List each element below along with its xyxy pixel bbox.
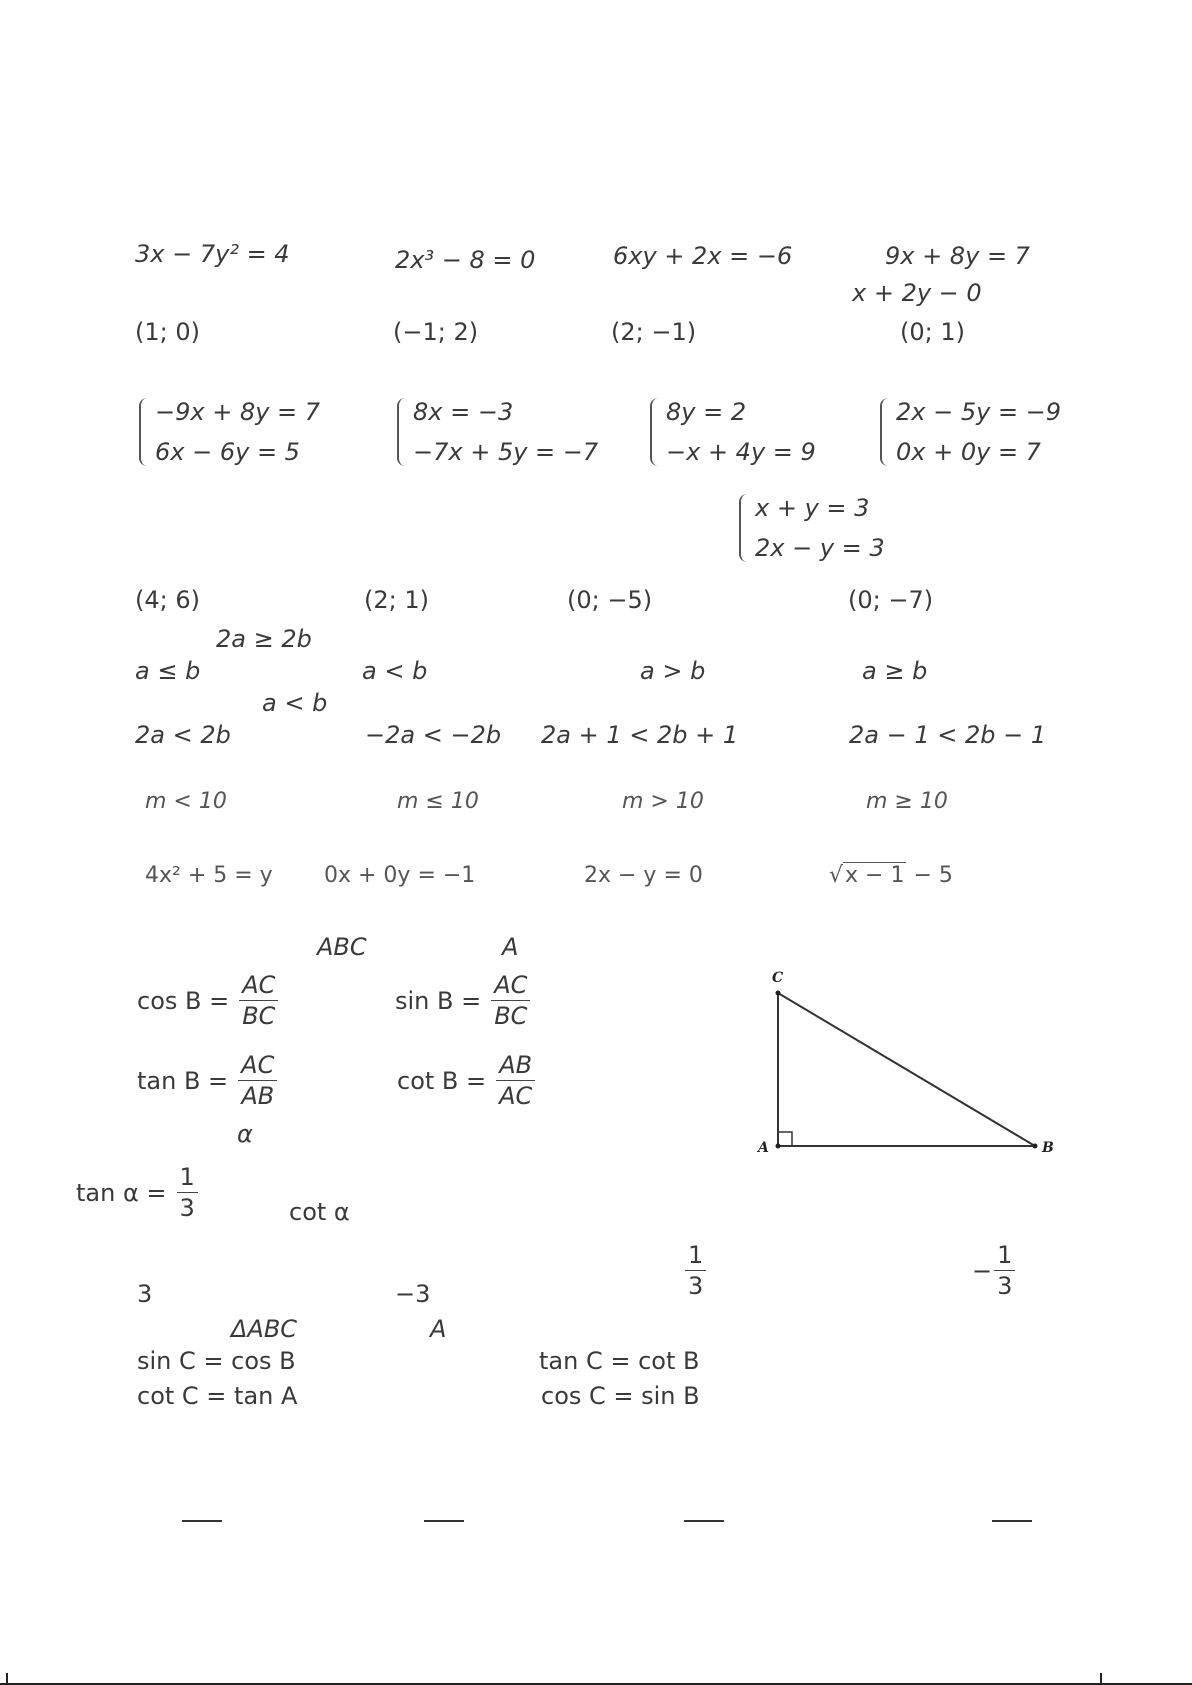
q10-option-d — [972, 1240, 1015, 1301]
q3-a-eq2: 6x − 6y = 5 — [155, 438, 300, 466]
q10-d-num: 1 — [997, 1241, 1013, 1269]
q9-option-c — [137, 1050, 277, 1111]
q5-given: 2a ≥ 2b — [216, 625, 312, 653]
q10-alpha: α — [237, 1120, 253, 1148]
answer-blank-4[interactable] — [992, 1520, 1032, 1522]
answer-blank-1[interactable] — [182, 1520, 222, 1522]
vertex-b-dot — [1033, 1144, 1038, 1149]
q10-option-c — [685, 1240, 706, 1301]
q8-option-a: 4x² + 5 = y — [145, 863, 273, 888]
q1-extra-expression: x + 2y − 0 — [852, 279, 982, 307]
q10-c-num: 1 — [688, 1241, 704, 1269]
brace-icon — [880, 398, 892, 466]
q11-vertex-label: A — [430, 1315, 447, 1343]
q3-a-eq1: −9x + 8y = 7 — [155, 398, 321, 426]
q6-option-b: −2a < −2b — [365, 721, 502, 749]
q3-system-d — [880, 398, 1061, 466]
q4-eq1: x + y = 3 — [755, 494, 870, 522]
brace-icon — [650, 398, 662, 466]
q9-a-den: BC — [239, 1000, 278, 1031]
page-corner-mark-right — [1100, 1673, 1102, 1685]
q6-option-d: 2a − 1 < 2b − 1 — [849, 721, 1047, 749]
vertex-c-dot — [776, 991, 781, 996]
vertex-b-label: B — [1042, 1140, 1054, 1156]
q8-option-b: 0x + 0y = −1 — [324, 863, 476, 888]
q5-option-d: a ≥ b — [862, 657, 928, 685]
q9-d-den: AC — [496, 1080, 535, 1111]
q2-option-a: (1; 0) — [135, 318, 200, 346]
q7-option-a: m < 10 — [145, 789, 227, 814]
q2-option-c: (2; −1) — [611, 318, 697, 346]
q6-given: a < b — [262, 689, 328, 717]
brace-icon — [397, 398, 409, 466]
q6-option-c: 2a + 1 < 2b + 1 — [541, 721, 739, 749]
q1-option-b: 2x³ − 8 = 0 — [395, 246, 536, 274]
q7-option-b: m ≤ 10 — [397, 789, 479, 814]
q10-option-a: 3 — [137, 1280, 153, 1308]
q3-system-c — [650, 398, 816, 466]
answer-blank-2[interactable] — [424, 1520, 464, 1522]
q4-eq2: 2x − y = 3 — [755, 534, 885, 562]
q9-a-num: AC — [242, 971, 276, 999]
side-cb — [778, 993, 1035, 1146]
page-corner-mark-left — [6, 1673, 8, 1685]
q10-den: 3 — [177, 1192, 198, 1223]
q9-b-num: AC — [494, 971, 528, 999]
right-angle-icon — [778, 1132, 792, 1146]
q5-option-a: a ≤ b — [135, 657, 201, 685]
q9-c-den: AB — [238, 1080, 277, 1111]
q4-option-b: (2; 1) — [364, 586, 429, 614]
q3-b-eq1: 8x = −3 — [413, 398, 514, 426]
q7-option-c: m > 10 — [622, 789, 704, 814]
q2-option-d: (0; 1) — [900, 318, 965, 346]
q3-system-a — [139, 398, 320, 466]
q2-option-b: (−1; 2) — [393, 318, 479, 346]
q5-option-b: a < b — [362, 657, 428, 685]
q9-d-lhs: cot B = — [397, 1066, 487, 1095]
q4-option-a: (4; 6) — [135, 586, 200, 614]
q10-num: 1 — [179, 1163, 195, 1191]
q9-b-den: BC — [491, 1000, 530, 1031]
q8-sqrt-body: x − 1 — [845, 863, 905, 888]
right-triangle-figure — [740, 960, 1070, 1160]
q10-option-b: −3 — [395, 1280, 431, 1308]
vertex-c-label: C — [772, 970, 784, 986]
q9-vertex-label: A — [502, 933, 519, 961]
q3-system-b — [397, 398, 598, 466]
q11-triangle-label: ΔABC — [231, 1315, 298, 1343]
q8-option-c: 2x − y = 0 — [584, 863, 703, 888]
q4-option-d: (0; −7) — [848, 586, 934, 614]
q10-lhs: tan α = — [76, 1178, 167, 1207]
q6-option-a: 2a < 2b — [135, 721, 231, 749]
brace-icon — [739, 494, 751, 562]
q9-c-num: AC — [241, 1051, 275, 1079]
q1-option-a: 3x − 7y² = 4 — [135, 240, 290, 268]
q10-ask: cot α — [289, 1198, 350, 1226]
q1-option-d: 9x + 8y = 7 — [885, 242, 1030, 270]
q9-d-num: AB — [499, 1051, 533, 1079]
q9-b-lhs: sin B = — [395, 986, 482, 1015]
q8-option-d — [829, 862, 953, 890]
q9-option-b — [395, 970, 530, 1031]
q10-d-den: 3 — [994, 1270, 1015, 1301]
q8-sqrt-tail: − 5 — [906, 863, 953, 888]
q11-option-b: tan C = cot B — [539, 1347, 700, 1375]
q11-option-a: sin C = cos B — [137, 1347, 296, 1375]
q1-option-c: 6xy + 2x = −6 — [613, 242, 793, 270]
q9-a-lhs: cos B = — [137, 986, 230, 1015]
q4-system — [739, 494, 885, 562]
q3-b-eq2: −7x + 5y = −7 — [413, 438, 599, 466]
q9-option-a — [137, 970, 278, 1031]
q4-option-c: (0; −5) — [567, 586, 653, 614]
q5-option-c: a > b — [640, 657, 706, 685]
q9-option-d — [397, 1050, 535, 1111]
q11-option-c: cot C = tan A — [137, 1382, 298, 1410]
q10-c-den: 3 — [685, 1270, 706, 1301]
q9-c-lhs: tan B = — [137, 1066, 229, 1095]
vertex-a-dot — [776, 1144, 781, 1149]
vertex-a-label: A — [758, 1140, 769, 1156]
brace-icon — [139, 398, 151, 466]
q3-d-eq2: 0x + 0y = 7 — [896, 438, 1041, 466]
answer-blank-3[interactable] — [684, 1520, 724, 1522]
q3-c-eq1: 8y = 2 — [666, 398, 747, 426]
q3-c-eq2: −x + 4y = 9 — [666, 438, 816, 466]
q10-given — [76, 1162, 198, 1223]
q11-option-d: cos C = sin B — [541, 1382, 700, 1410]
q3-d-eq1: 2x − 5y = −9 — [896, 398, 1062, 426]
sqrt-icon: √ — [829, 863, 844, 888]
q10-d-sign: − — [972, 1256, 993, 1285]
q9-triangle-label: ABC — [317, 933, 367, 961]
q7-option-d: m ≥ 10 — [866, 789, 948, 814]
